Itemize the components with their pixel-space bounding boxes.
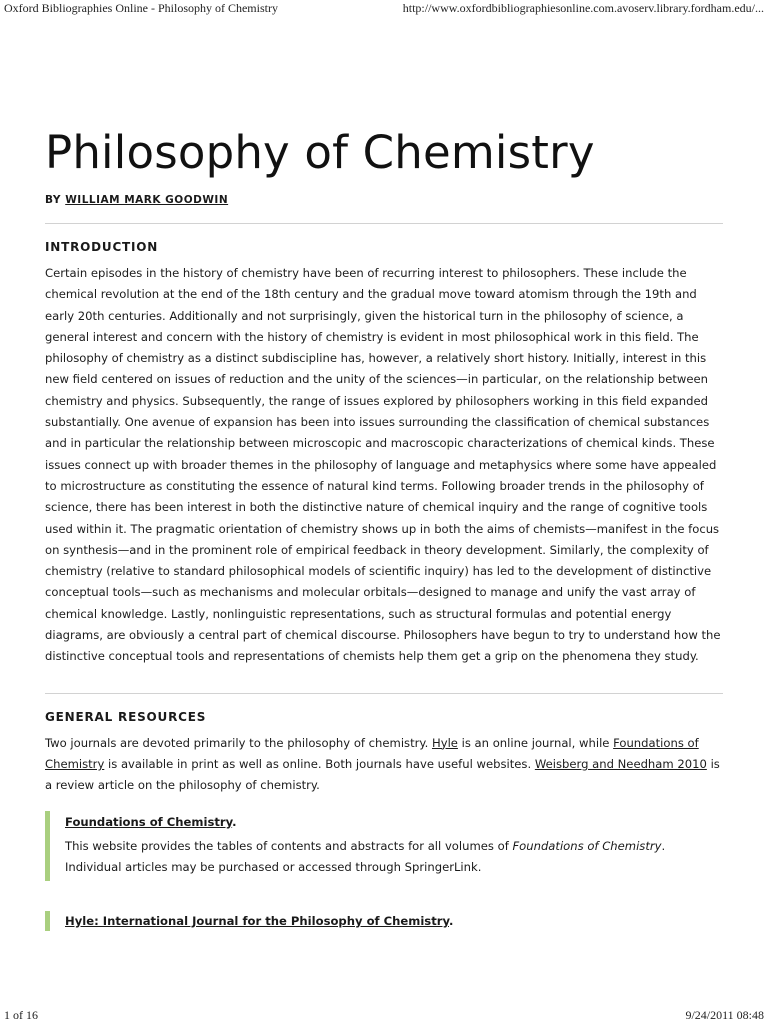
resource-item [45, 811, 723, 881]
general-resources-text [45, 733, 723, 797]
gr-text-4: is a review article on the philosophy of chemistry. [45, 756, 720, 793]
resource-title: Foundations of Chemistry. [65, 814, 237, 829]
resource-description [65, 836, 723, 879]
article-content [45, 122, 723, 931]
print-url: http://www.oxfordbibliographiesonline.com.avoserv.library.fordham.edu/... [402, 1, 764, 15]
introduction-heading: INTRODUCTION [45, 240, 159, 254]
resource-desc-text: This website provides the tables of contents and abstracts for all volumes of [65, 838, 509, 853]
general-resources-heading: GENERAL RESOURCES [45, 709, 207, 724]
resource-desc-text-2: . Individual articles may be purchased or accessed through SpringerLink. [65, 838, 666, 875]
foundations-resource-link[interactable]: Foundations of Chemistry [65, 814, 233, 829]
gr-text-2: is an online journal, while [461, 735, 610, 750]
by-label: BY [45, 194, 62, 206]
resource-desc-journal: Foundations of Chemistry [512, 838, 662, 853]
gr-text-1: Two journals are devoted primarily to the philosophy of chemistry. [45, 735, 429, 750]
page-count: 1 of 16 [4, 1008, 38, 1022]
hyle-link[interactable]: Hyle [431, 735, 458, 750]
print-header [0, 0, 768, 16]
introduction-text: Certain episodes in the history of chemistry have been of recurring interest to philosophers. These include the chemical revolution at the end of the 18th century and the gradual move toward atomism through the 19th and early 20th centuries. Additionally and not surprisingly, given the historical turn in the philosophy of science, a general interest and concern with the history of chemistry is evident in most philosophical work in this field. The philosophy of chemistry as a distinct subdiscipline has, however, a relatively short history. Initially, interest in this new field centered on issues of reduction and the unity of the sciences—in particular, on the relationship between chemistry and physics. Subsequently, the range of issues explored by philosophers working in this field expanded substantially. One avenue of expansion has been into issues surrounding the classification of chemical substances and in particular the relationship between microscopic and macroscopic characterizations of chemical kinds. These issues connect up with broader themes in the philosophy of language and metaphysics where some have appealed to microstructure as constituting the essence of natural kind terms. Following broader trends in the philosophy of science, there has been interest in both the distinctive nature of chemical inquiry and the range of cognitive tools used within it. The pragmatic orientation of chemistry shows up in both the aims of chemists—manifest in the focus on synthesis—and in the prominent role of empirical feedback in theory development. Similarly, the complexity of chemistry (relative to standard philosophical models of scientific inquiry) has led to the development of distinctive conceptual tools—such as mechanisms and molecular orbitals—designed to manage and unify the vast array of chemical knowledge. Lastly, nonlinguistic representations, such as structural formulas and potential energy diagrams, are obviously a central part of chemical discourse. Philosophers have begun to try to understand how the distinctive conceptual tools and representations of chemists help them get a grip on the phenomena they study. [45, 266, 721, 664]
separator [45, 223, 723, 224]
foundations-of-chemistry-link[interactable]: Foundations of Chemistry [45, 735, 699, 771]
separator [45, 693, 723, 694]
print-timestamp: 9/24/2011 08:48 [685, 1008, 764, 1022]
resource-title: Hyle: International Journal for the Philosophy of Chemistry. [65, 913, 454, 928]
print-footer [0, 1008, 768, 1024]
article-title: Philosophy of Chemistry [45, 126, 595, 179]
print-page-title: Oxford Bibliographies Online - Philosophy of Chemistry [4, 1, 278, 15]
author-link[interactable]: WILLIAM MARK GOODWIN [65, 194, 229, 206]
gr-text-3: is available in print as well as online. Both journals have useful websites. [108, 756, 532, 771]
hyle-resource-link[interactable]: Hyle: International Journal for the Philosophy of Chemistry [65, 913, 449, 928]
byline [45, 194, 723, 206]
resource-item [45, 911, 723, 931]
weisberg-needham-link[interactable]: Weisberg and Needham 2010 [534, 756, 707, 771]
